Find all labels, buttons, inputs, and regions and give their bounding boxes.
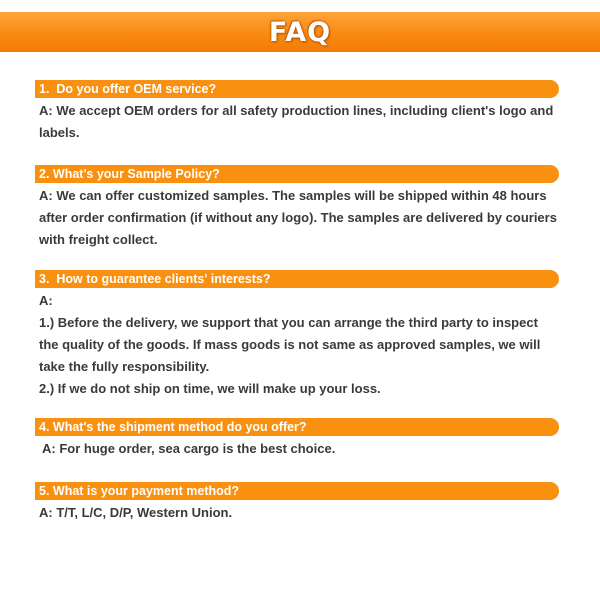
answer-line: 1.) Before the delivery, we support that you can arrange the third party to inspect the quality of the goods. If mass goods is not same as approved samples, we will take the fully responsibility. — [39, 315, 541, 374]
answer-line: A: For huge order, sea cargo is the best choice. — [42, 441, 336, 456]
question-bar — [35, 165, 559, 183]
faq-item-2 — [35, 165, 559, 251]
answer-line: 2.) If we do not ship on time, we will make up your loss. — [39, 381, 381, 396]
question-text: 3. How to guarantee clients' interests? — [39, 272, 271, 286]
faq-item-4 — [35, 418, 559, 460]
question-text: 1. Do you offer OEM service? — [39, 82, 217, 96]
answer-line: A: We accept OEM orders for all safety production lines, including client's logo and labels. — [39, 103, 554, 140]
faq-item-3 — [35, 270, 559, 400]
answer-line: A: We can offer customized samples. The samples will be shipped within 48 hours after order confirmation (if without any logo). The samples are delivered by couriers with freight collect. — [39, 188, 557, 247]
answer-text — [39, 100, 559, 144]
question-text: 2. What's your Sample Policy? — [39, 167, 220, 181]
answer-text — [39, 502, 559, 524]
question-bar — [35, 482, 559, 500]
answer-line: A: T/T, L/C, D/P, Western Union. — [39, 505, 233, 520]
answer-text — [39, 438, 559, 460]
answer-text — [39, 290, 559, 400]
question-bar — [35, 270, 559, 288]
answer-text — [39, 185, 559, 251]
question-bar — [35, 418, 559, 436]
faq-item-1 — [35, 80, 559, 144]
answer-line: A: — [39, 293, 53, 308]
faq-item-5 — [35, 482, 559, 524]
faq-banner — [0, 12, 600, 52]
question-text: 4. What's the shipment method do you offer? — [39, 420, 307, 434]
page-title: FAQ — [268, 16, 332, 48]
question-bar — [35, 80, 559, 98]
question-text: 5. What is your payment method? — [39, 484, 240, 498]
